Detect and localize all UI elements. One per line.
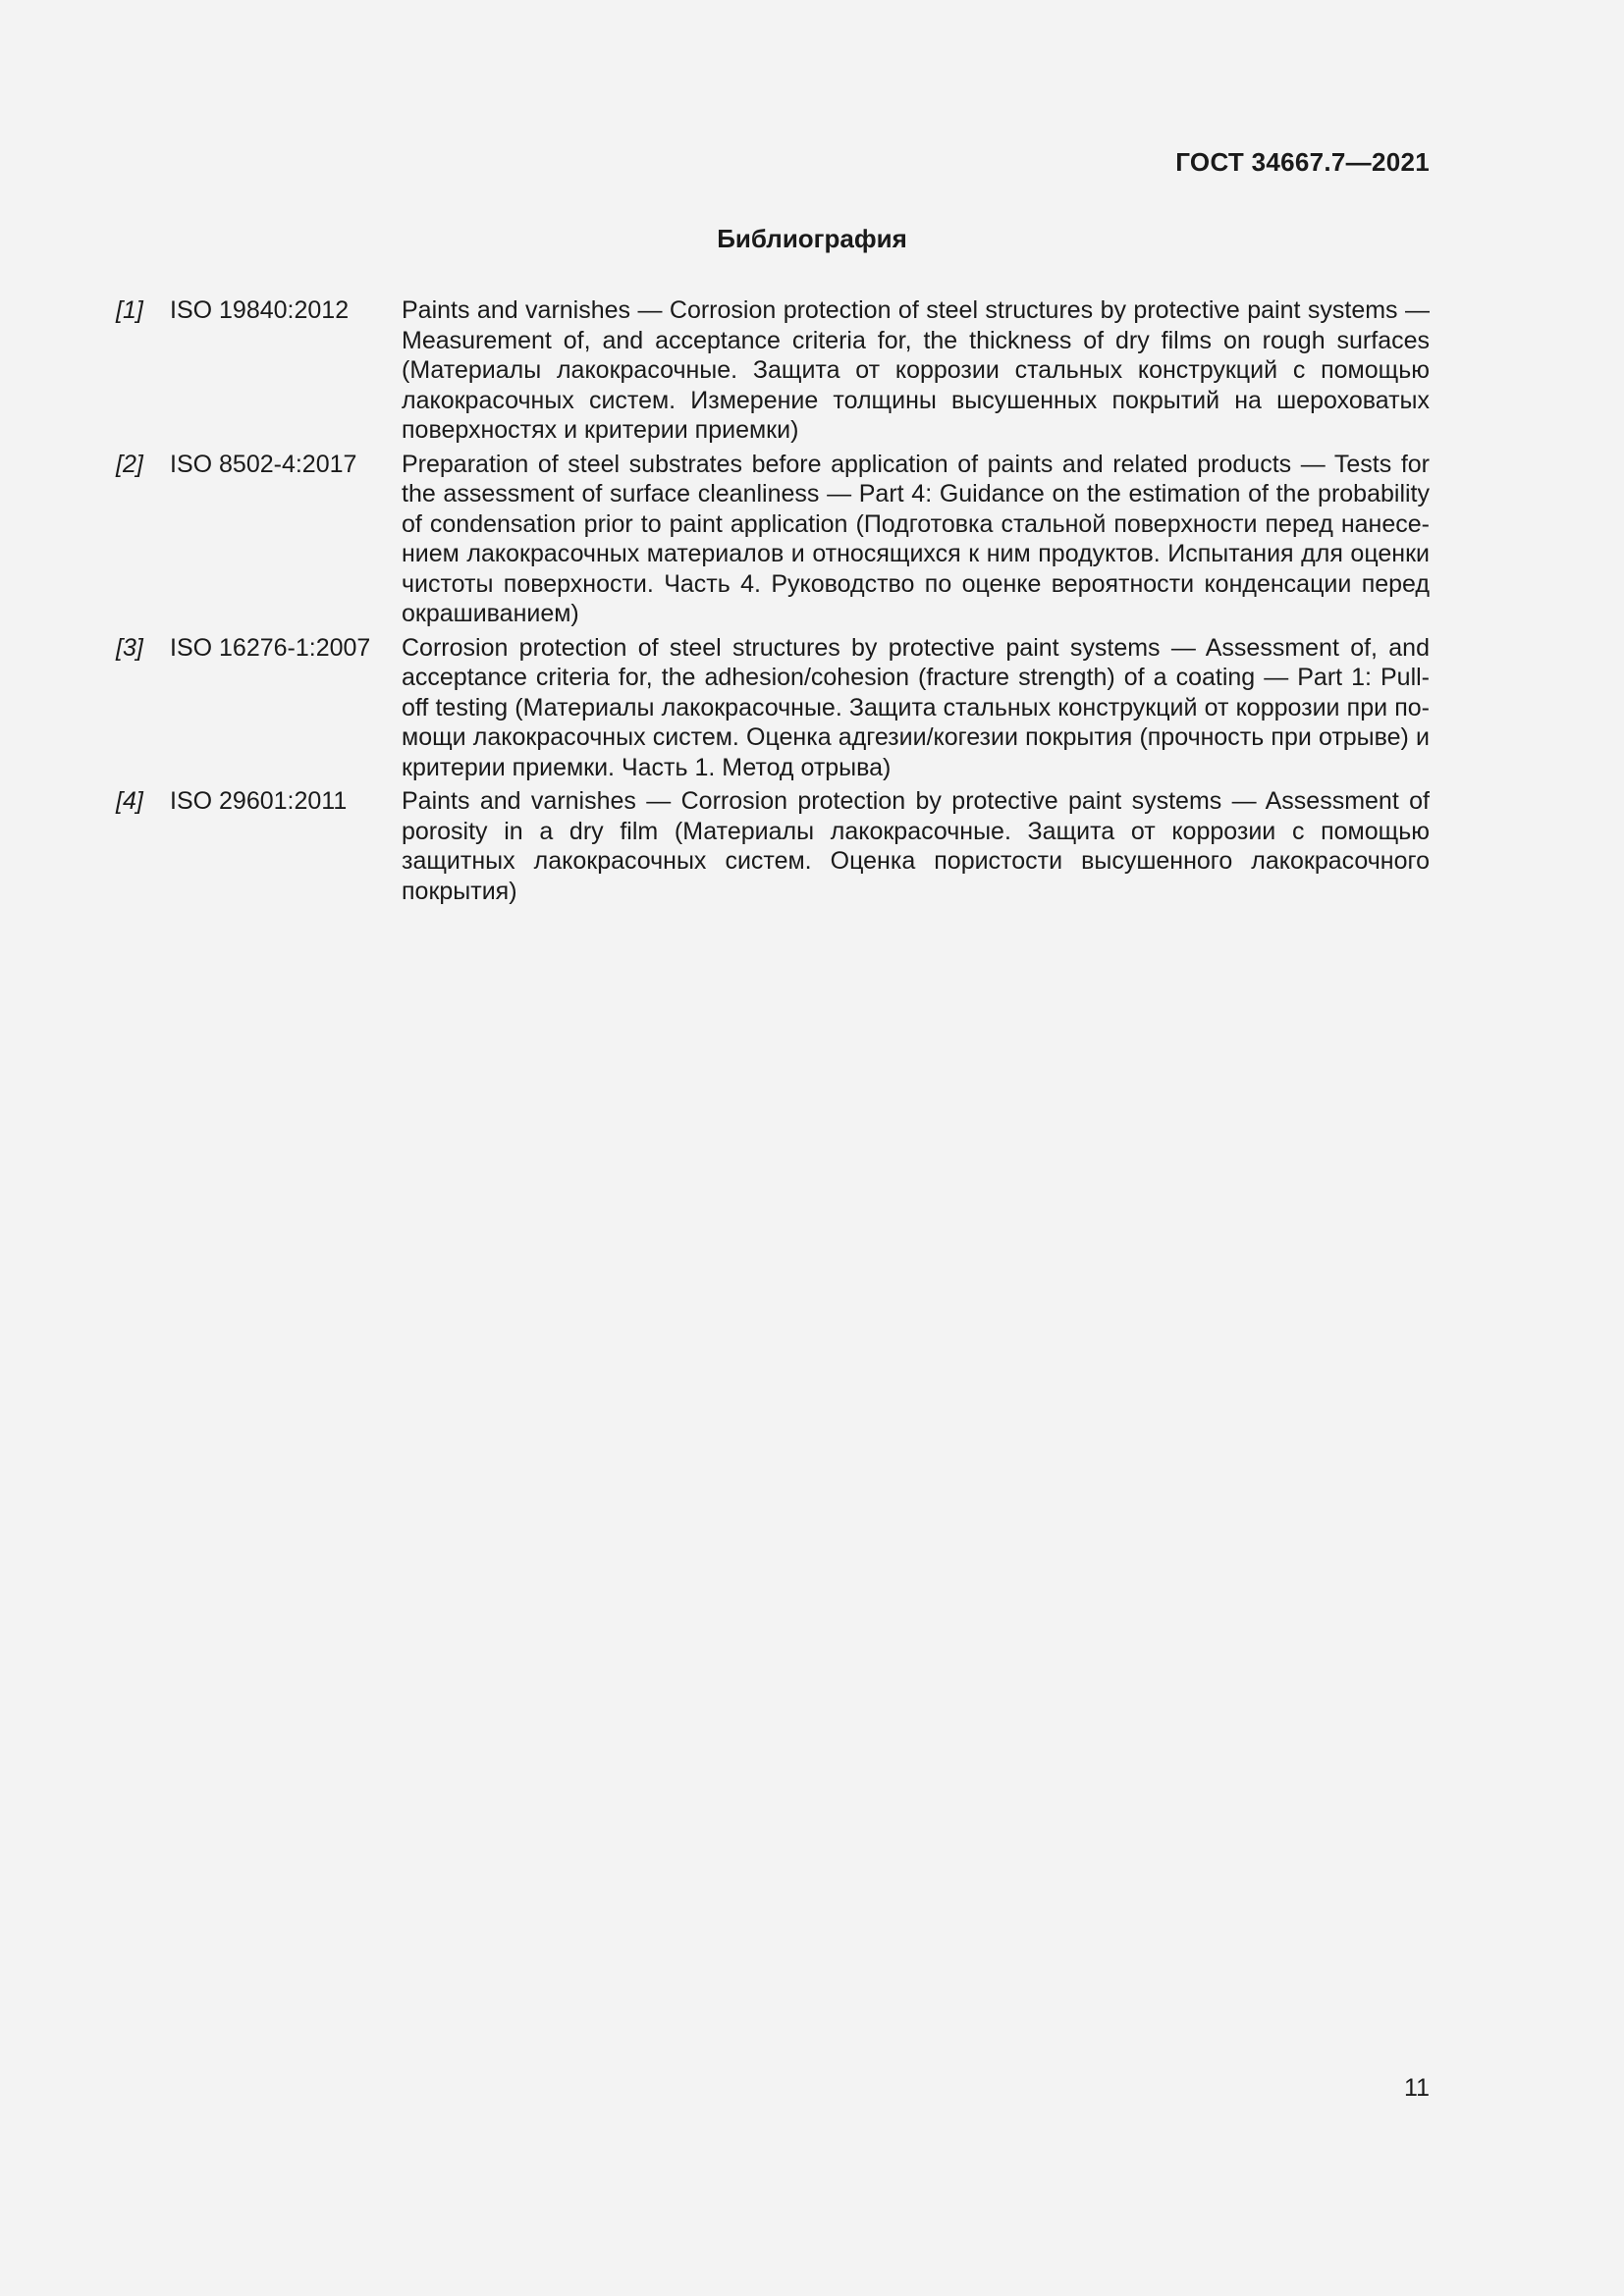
bibliography-entry <box>116 786 1430 906</box>
document-code: ГОСТ 34667.7—2021 <box>1175 147 1430 177</box>
bibliography-entry <box>116 633 1430 783</box>
bibliography-list <box>116 295 1430 910</box>
section-title: Библиография <box>717 224 907 253</box>
entry-number: [1] <box>116 296 143 324</box>
entry-title: Paints and varnishes — Corrosion protection by protective paint systems — Assessment of porosity in a dry film (Материалы лакокрасочные. Защита от коррозии с помощью защитных лакокрасочных систем. Оценка пористости высушенного лакокрасочного покрытия) <box>402 787 1430 905</box>
entry-number: [3] <box>116 633 143 662</box>
entry-number: [4] <box>116 787 143 815</box>
entry-title: Preparation of steel substrates before application of paints and related products — Tests for the assessment of surface cleanliness — Part 4: Guidance on the estimation of the probability of condensation prior to paint application (Подготовка стальной поверхности перед нанесением лакокрасочных материалов и относящихся к ним продуктов. Испытания для оценки чистоты поверхности. Часть 4. Руководство по оценке вероятности конденсации перед окрашиванием) <box>402 450 1430 627</box>
entry-title: Paints and varnishes — Corrosion protection of steel structures by protective paint systems — Measurement of, and acceptance criteria for, the thickness of dry films on rough surfaces (Материалы лакокрасочные. Защита от коррозии стальных конструкций с помощью лакокрасочных систем. Измерение толщины высушенных покрытий на шероховатых поверхностях и критерии приемки) <box>402 296 1430 444</box>
bibliography-entry <box>116 295 1430 446</box>
entry-standard-code: ISO 29601:2011 <box>170 787 348 815</box>
entry-title: Corrosion protection of steel structures by protective paint systems — Assessment of, and acceptance criteria for, the adhesion/cohesion (fracture strength) of a coating — Part 1: Pull-off testing (Материалы лакокрасочные. Защита стальных конструкций от коррозии при помощи лакокрасочных систем. Оценка адгезии/когезии покрытия (прочность при отрыве) и критерии приемки. Часть 1. Метод отрыва) <box>402 633 1430 781</box>
entry-standard-code: ISO 19840:2012 <box>170 296 350 324</box>
page-number: 11 <box>1404 2074 1430 2102</box>
bibliography-entry <box>116 450 1430 629</box>
entry-standard-code: ISO 16276-1:2007 <box>170 633 371 662</box>
entry-standard-code: ISO 8502-4:2017 <box>170 450 357 478</box>
entry-number: [2] <box>116 450 143 478</box>
